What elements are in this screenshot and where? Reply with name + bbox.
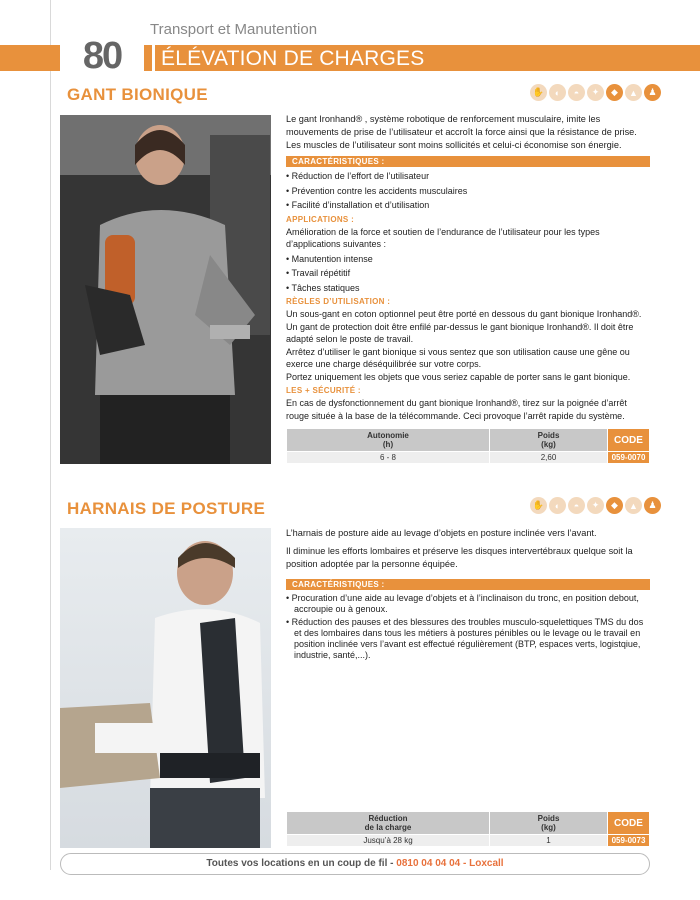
product-code: 059-0070: [608, 452, 650, 464]
list-item: • Réduction des pauses et des blessures des troubles musculo-squelettiques TMS du dos et des lombaires dans tous les métiers à postures pénibles ou le levage ou le travail en position inclinée vers l’avant est effectué régulièrement (BTP, espaces verts, logistqiue, industrie, santé,...).: [286, 617, 650, 661]
person-icon: ♟: [644, 84, 661, 101]
table-row: [287, 835, 650, 847]
product-title-gant: GANT BIONIQUE: [67, 85, 208, 104]
list-item: • Travail répétitif: [286, 267, 650, 280]
pictogram-row: [530, 84, 661, 101]
table-cell: 1: [490, 835, 608, 847]
intro-text: Il diminue les efforts lombaires et préserve les disques intervertébraux quelque soit la position adoptée par la personne équipée.: [286, 546, 633, 569]
page-category: Transport et Manutention: [150, 21, 318, 38]
product-photo-harnais: [60, 528, 271, 848]
intro-text: Le gant Ironhand® , système robotique de renforcement musculaire, imite les mouvements de prise de l’utilisateur et accroît la force ainsi que la résistance de prise. Les muscles de l’utilisateur sont moins sollicités et celui-ci économise son énergie.: [286, 114, 637, 150]
footer-text: Toutes vos locations en un coup de fil -: [206, 858, 397, 869]
person-icon: ♟: [644, 497, 661, 514]
column-header: Poids (kg): [490, 429, 608, 452]
product-photo-gant: [60, 115, 271, 464]
helmet-icon: ◓: [568, 84, 585, 101]
regle-text: Un gant de protection doit être enfilé par-dessus le gant bionique Ironhand®. Il doit être adapté selon le poste de travail.: [286, 321, 634, 344]
table-cell: 2,60: [490, 452, 608, 464]
section-title: ÉLÉVATION DE CHARGES: [152, 45, 430, 71]
column-header: Réduction de la charge: [287, 812, 490, 835]
hand-icon: ✋: [530, 497, 547, 514]
list-item: • Réduction de l’effort de l’utilisateur: [286, 170, 650, 183]
securite-heading: LES + SÉCURITÉ :: [286, 386, 361, 395]
list-item: • Facilité d’installation et d’utilisation: [286, 199, 650, 212]
code-header: CODE: [608, 429, 650, 452]
footer-banner: [60, 853, 650, 875]
footer-phone[interactable]: 0810 04 04 04 - Loxcall: [396, 858, 504, 869]
caracteristiques-bar: CARACTÉRISTIQUES :: [286, 156, 650, 167]
product-code: 059-0073: [608, 835, 650, 847]
applications-intro: Amélioration de la force et soutien de l’endurance de l’utilisateur pour les types d’applications suivantes :: [286, 226, 600, 249]
column-header: Poids (kg): [490, 812, 608, 835]
code-header: CODE: [608, 812, 650, 835]
ear-icon: ◐: [549, 84, 566, 101]
table-row: [287, 452, 650, 464]
page-number: 80: [60, 36, 144, 76]
caracteristiques-bar: CARACTÉRISTIQUES :: [286, 579, 650, 590]
regle-text: Portez uniquement les objets que vous seriez capable de porter sans le gant bionique.: [286, 371, 631, 382]
regle-text: Arrêtez d’utiliser le gant bionique si vous sentez que son utilisation cause une gêne ou exerce une charge déséquilibrée sur votre corps.: [286, 346, 630, 369]
glove-icon: ✦: [587, 84, 604, 101]
table-cell: 6 - 8: [287, 452, 490, 464]
regle-text: Un sous-gant en coton optionnel peut être porté en dessous du gant bionique Ironhand®.: [286, 309, 642, 319]
hand-icon: ✋: [530, 84, 547, 101]
list-item: • Manutention intense: [286, 253, 650, 266]
helmet-icon: ◓: [568, 497, 585, 514]
spec-table-harnais: [286, 811, 650, 847]
product-description-gant: [286, 113, 650, 422]
vest-icon: ▲: [625, 497, 642, 514]
table-cell: Jusqu’à 28 kg: [287, 835, 490, 847]
list-item: • Prévention contre les accidents musculaires: [286, 185, 650, 198]
product-description-harnais: [286, 527, 650, 663]
securite-text: En cas de dysfonctionnement du gant bionique Ironhand®, tirez sur la poignée d’arrêt rouge située à la base de la télécommande. Ceci provoque l’arrêt rapide du système.: [286, 398, 627, 421]
vest-icon: ▲: [625, 84, 642, 101]
regles-heading: RÈGLES D’UTILISATION :: [286, 297, 391, 306]
list-item: • Tâches statiques: [286, 282, 650, 295]
pictogram-row: [530, 497, 661, 514]
intro-text: L’harnais de posture aide au levage d’objets en posture inclinée vers l’avant.: [286, 528, 597, 538]
ear-icon: ◐: [549, 497, 566, 514]
shoe-icon: ◆: [606, 84, 623, 101]
applications-heading: APPLICATIONS :: [286, 214, 355, 224]
product-title-harnais: HARNAIS DE POSTURE: [67, 499, 266, 518]
shoe-icon: ◆: [606, 497, 623, 514]
margin-line: [50, 0, 51, 870]
spec-table-gant: [286, 428, 650, 464]
column-header: Autonomie (h): [287, 429, 490, 452]
glove-icon: ✦: [587, 497, 604, 514]
list-item: • Procuration d’une aide au levage d’objets et à l’inclinaison du tronc, en position debout, accroupie ou à genoux.: [286, 593, 650, 615]
